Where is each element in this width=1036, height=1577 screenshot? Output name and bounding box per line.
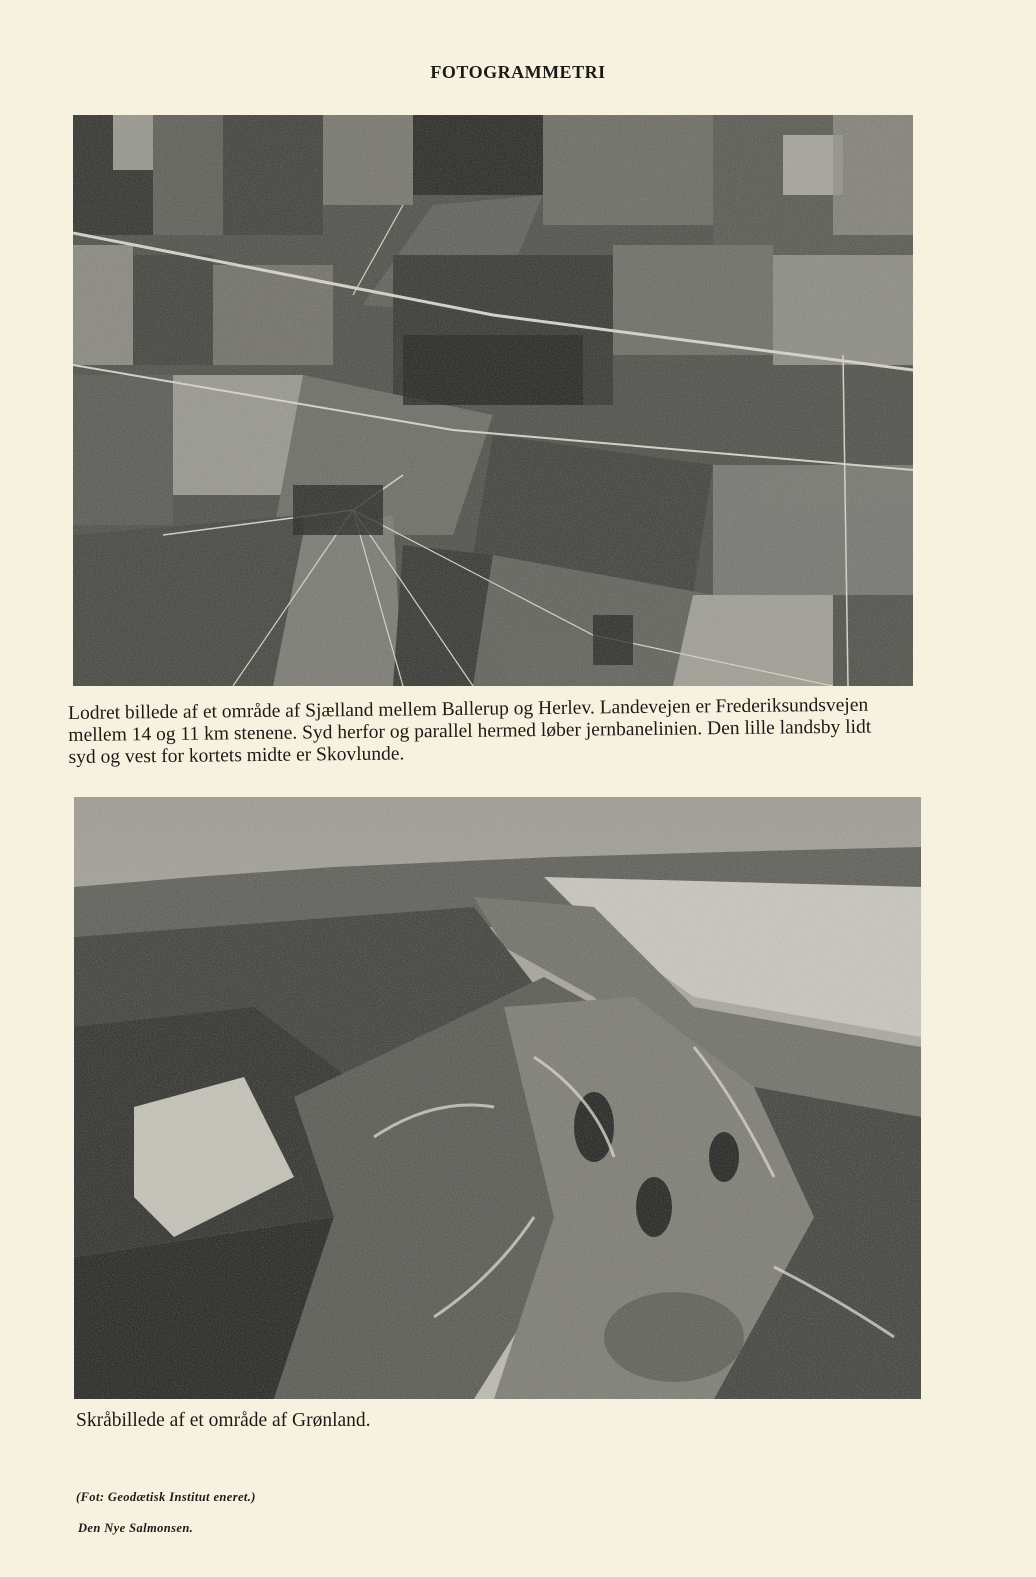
caption-line: mellem 14 og 11 km stenene. Syd herfor og parallel hermed løber jernbanelinien. Den lille landsby lidt xyxy=(68,716,872,746)
aerial-photo-image xyxy=(73,115,913,686)
caption-line: syd og vest for kortets midte er Skovlunde. xyxy=(68,743,405,768)
page-title: FOTOGRAMMETRI xyxy=(430,62,606,82)
oblique-photo-caption xyxy=(76,1410,676,1432)
aerial-photo-caption xyxy=(68,694,941,769)
photo-credit: (Fot: Geodætisk Institut eneret.) xyxy=(76,1490,256,1504)
caption-line: Skråbillede af et område af Grønland. xyxy=(76,1410,371,1431)
publisher-name: Den Nye Salmonsen. xyxy=(78,1521,194,1535)
oblique-photo-image xyxy=(74,797,921,1399)
oblique-greenland-photo xyxy=(74,797,921,1399)
aerial-vertical-photo xyxy=(73,115,913,686)
caption-line: Lodret billede af et område af Sjælland mellem Ballerup og Herlev. Landevejen er Frederiksundsvejen xyxy=(68,694,869,724)
